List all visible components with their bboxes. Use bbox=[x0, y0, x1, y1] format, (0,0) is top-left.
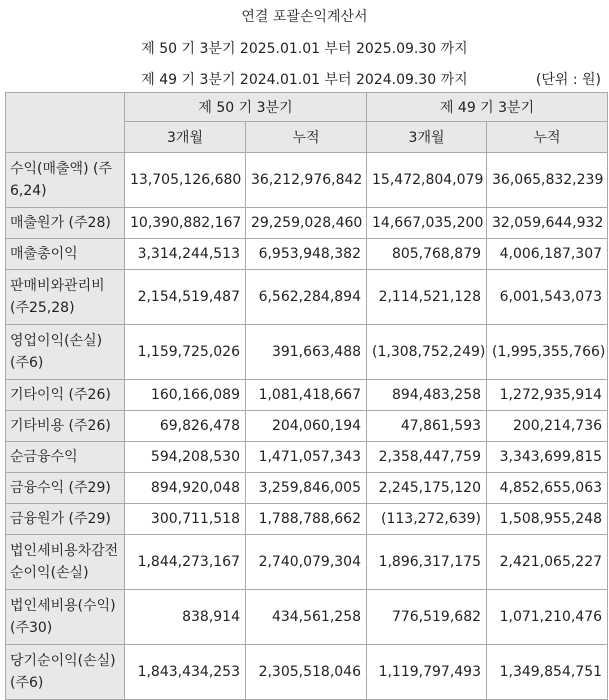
value-cell: 894,483,258 bbox=[367, 380, 487, 411]
statement-title: 연결 포괄손익계산서 bbox=[241, 9, 368, 25]
value-cell: 2,421,065,227 bbox=[487, 535, 608, 590]
row-label: 수익(매출액) (주6,24) bbox=[6, 153, 125, 208]
value-cell: 1,081,418,667 bbox=[246, 380, 367, 411]
value-cell: 1,349,854,751 bbox=[487, 645, 608, 700]
header-group-current: 제 50 기 3분기 bbox=[125, 93, 367, 122]
value-cell: 776,519,682 bbox=[367, 590, 487, 645]
value-cell: 6,953,948,382 bbox=[246, 239, 367, 270]
header-sub-prior-cum: 누적 bbox=[487, 122, 608, 153]
value-cell: 47,861,593 bbox=[367, 411, 487, 442]
header-group-prior: 제 49 기 3분기 bbox=[367, 93, 608, 122]
value-cell: 6,001,543,073 bbox=[487, 270, 608, 325]
row-label: 법인세비용차감전순이익(손실) bbox=[6, 535, 125, 590]
value-cell: 13,705,126,680 bbox=[125, 153, 246, 208]
table-body bbox=[6, 153, 608, 700]
value-cell: (113,272,639) bbox=[367, 504, 487, 535]
value-cell: 391,663,488 bbox=[246, 325, 367, 380]
row-label: 기타이익 (주26) bbox=[6, 380, 125, 411]
value-cell: 3,343,699,815 bbox=[487, 442, 608, 473]
row-label: 당기순이익(손실) (주6) bbox=[6, 645, 125, 700]
value-cell: 2,114,521,128 bbox=[367, 270, 487, 325]
table-row bbox=[6, 153, 608, 208]
value-cell: 1,788,788,662 bbox=[246, 504, 367, 535]
header-sub-current-3m: 3개월 bbox=[125, 122, 246, 153]
value-cell: 32,059,644,932 bbox=[487, 208, 608, 239]
value-cell: 434,561,258 bbox=[246, 590, 367, 645]
value-cell: 1,071,210,476 bbox=[487, 590, 608, 645]
value-cell: 2,154,519,487 bbox=[125, 270, 246, 325]
value-cell: 15,472,804,079 bbox=[367, 153, 487, 208]
value-cell: 14,667,035,200 bbox=[367, 208, 487, 239]
value-cell: 805,768,879 bbox=[367, 239, 487, 270]
row-label: 법인세비용(수익) (주30) bbox=[6, 590, 125, 645]
row-label: 금융원가 (주29) bbox=[6, 504, 125, 535]
value-cell: 594,208,530 bbox=[125, 442, 246, 473]
value-cell: 36,065,832,239 bbox=[487, 153, 608, 208]
value-cell: 1,159,725,026 bbox=[125, 325, 246, 380]
value-cell: 10,390,882,167 bbox=[125, 208, 246, 239]
table-row bbox=[6, 380, 608, 411]
value-cell: 1,843,434,253 bbox=[125, 645, 246, 700]
table-row bbox=[6, 504, 608, 535]
value-cell: 1,508,955,248 bbox=[487, 504, 608, 535]
row-label: 순금융수익 bbox=[6, 442, 125, 473]
value-cell: 4,006,187,307 bbox=[487, 239, 608, 270]
value-cell: 2,305,518,046 bbox=[246, 645, 367, 700]
row-label: 기타비용 (주26) bbox=[6, 411, 125, 442]
value-cell: 1,272,935,914 bbox=[487, 380, 608, 411]
row-label: 매출총이익 bbox=[6, 239, 125, 270]
value-cell: 29,259,028,460 bbox=[246, 208, 367, 239]
period-current: 제 50 기 3분기 2025.01.01 부터 2025.09.30 까지 bbox=[141, 41, 468, 57]
value-cell: 3,259,846,005 bbox=[246, 473, 367, 504]
period-prior: 제 49 기 3분기 2024.01.01 부터 2024.09.30 까지 bbox=[141, 72, 468, 88]
value-cell: 2,358,447,759 bbox=[367, 442, 487, 473]
header-sub-current-cum: 누적 bbox=[246, 122, 367, 153]
unit-label: (단위 : 원) bbox=[535, 72, 601, 88]
header-sub-prior-3m: 3개월 bbox=[367, 122, 487, 153]
value-cell: 160,166,089 bbox=[125, 380, 246, 411]
value-cell: 6,562,284,894 bbox=[246, 270, 367, 325]
table-row bbox=[6, 645, 608, 700]
header-blank-cell bbox=[6, 93, 125, 153]
value-cell: 300,711,518 bbox=[125, 504, 246, 535]
value-cell: 4,852,655,063 bbox=[487, 473, 608, 504]
table-row bbox=[6, 473, 608, 504]
value-cell: 1,844,273,167 bbox=[125, 535, 246, 590]
value-cell: 894,920,048 bbox=[125, 473, 246, 504]
table-row bbox=[6, 270, 608, 325]
row-label: 매출원가 (주28) bbox=[6, 208, 125, 239]
value-cell: 200,214,736 bbox=[487, 411, 608, 442]
table-row bbox=[6, 590, 608, 645]
table-row bbox=[6, 208, 608, 239]
table-row bbox=[6, 535, 608, 590]
table-row bbox=[6, 325, 608, 380]
value-cell: 838,914 bbox=[125, 590, 246, 645]
value-cell: 3,314,244,513 bbox=[125, 239, 246, 270]
row-label: 금융수익 (주29) bbox=[6, 473, 125, 504]
value-cell: (1,995,355,766) bbox=[487, 325, 608, 380]
table-row bbox=[6, 442, 608, 473]
value-cell: 69,826,478 bbox=[125, 411, 246, 442]
row-label: 영업이익(손실) (주6) bbox=[6, 325, 125, 380]
value-cell: 1,471,057,343 bbox=[246, 442, 367, 473]
table-row bbox=[6, 239, 608, 270]
table-row bbox=[6, 411, 608, 442]
value-cell: 36,212,976,842 bbox=[246, 153, 367, 208]
value-cell: 1,119,797,493 bbox=[367, 645, 487, 700]
value-cell: (1,308,752,249) bbox=[367, 325, 487, 380]
value-cell: 204,060,194 bbox=[246, 411, 367, 442]
income-statement-table bbox=[5, 92, 608, 700]
value-cell: 2,245,175,120 bbox=[367, 473, 487, 504]
value-cell: 2,740,079,304 bbox=[246, 535, 367, 590]
row-label: 판매비와관리비 (주25,28) bbox=[6, 270, 125, 325]
value-cell: 1,896,317,175 bbox=[367, 535, 487, 590]
